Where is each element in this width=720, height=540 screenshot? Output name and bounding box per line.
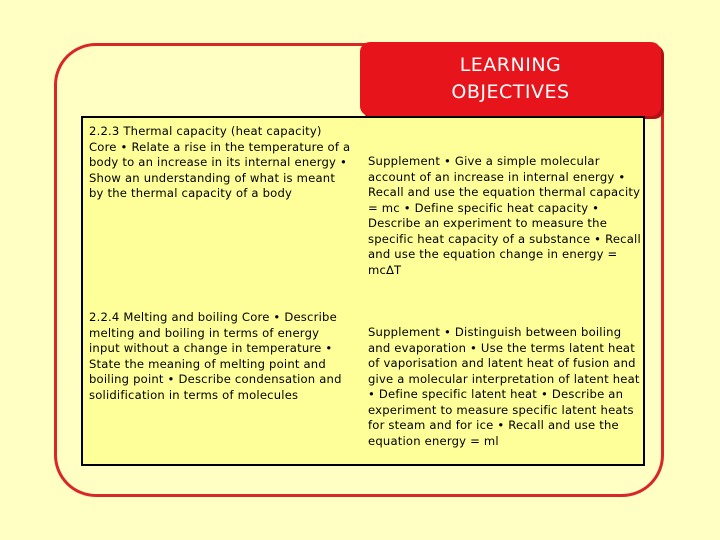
melting-boiling-supplement-text: Supplement • Distinguish between boiling and evaporation • Use the terms latent heat of vaporisation and latent heat of fusion and give a molecular interpretation of latent heat • Define specific latent heat • Describe an experiment to measure specific latent heats for steam and for ice • Recall and use the equation energy = ml: [368, 325, 640, 448]
thermal-capacity-supplement-text: Supplement • Give a simple molecular account of an increase in internal energy • Recall and use the equation thermal capacity = mc • Define specific heat capacity • Describe an experiment to measure the specific heat capacity of a substance • Recall and use the equation change in energy = mc∆T: [368, 154, 641, 277]
objectives-table: [81, 116, 645, 466]
banner-title-line1: LEARNING: [459, 54, 562, 76]
thermal-capacity-core-text: 2.2.3 Thermal capacity (heat capacity) Core • Relate a rise in the temperature of a body to an increase in its internal energy • Show an understanding of what is meant by the thermal capacity of a body: [89, 124, 351, 200]
learning-objectives-banner: [360, 42, 661, 116]
melting-boiling-core-text: 2.2.4 Melting and boiling Core • Describe melting and boiling in terms of energy input without a change in temperature • State the meaning of melting point and boiling point • Describe condensation and solidification in terms of molecules: [89, 310, 342, 402]
banner-title-line2: OBJECTIVES: [451, 81, 570, 103]
